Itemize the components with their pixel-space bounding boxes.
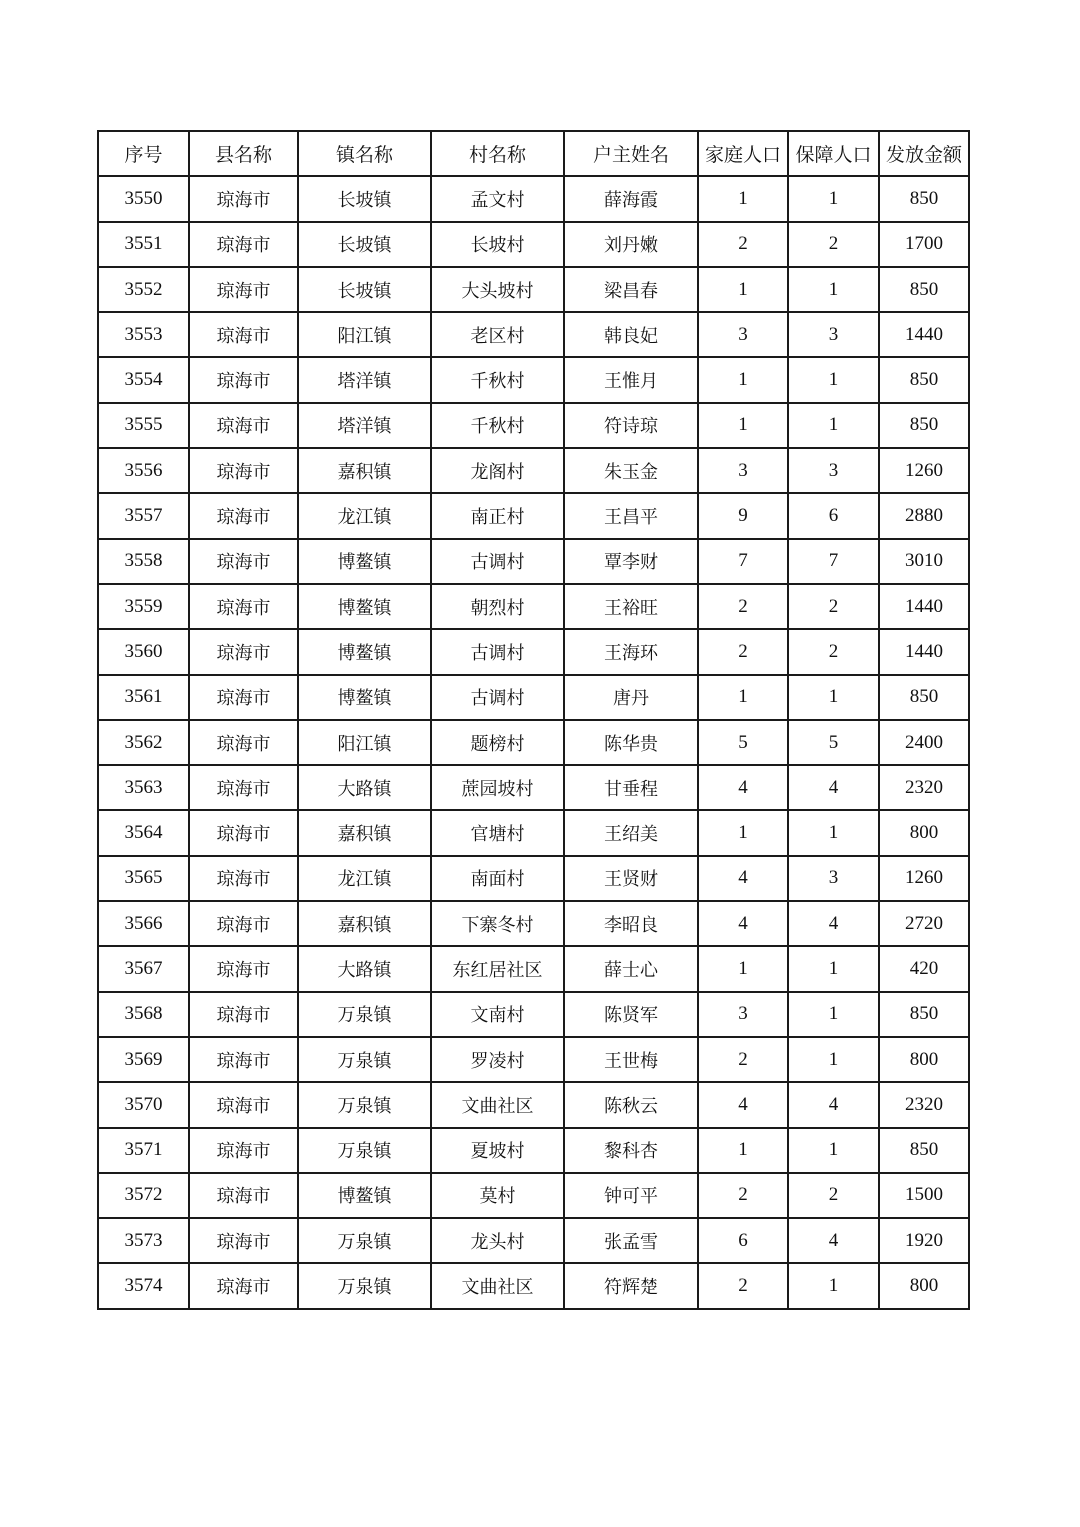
table-row <box>98 403 969 448</box>
cell-village-name: 题榜村 <box>431 720 564 765</box>
cell-household-size: 1 <box>698 810 788 855</box>
table-row <box>98 629 969 674</box>
cell-town-name: 龙江镇 <box>298 493 431 538</box>
cell-town-name: 阳江镇 <box>298 312 431 357</box>
cell-county-name: 琼海市 <box>189 1173 298 1218</box>
cell-covered-persons: 1 <box>788 992 879 1037</box>
cell-householder-name: 韩良妃 <box>564 312 698 357</box>
table-row <box>98 1263 969 1308</box>
cell-covered-persons: 1 <box>788 810 879 855</box>
cell-village-name: 东红居社区 <box>431 946 564 991</box>
cell-town-name: 万泉镇 <box>298 1128 431 1173</box>
cell-household-size: 4 <box>698 901 788 946</box>
cell-county-name: 琼海市 <box>189 1263 298 1308</box>
cell-serial-number: 3566 <box>98 901 189 946</box>
cell-serial-number: 3553 <box>98 312 189 357</box>
cell-household-size: 2 <box>698 584 788 629</box>
cell-payment-amount: 850 <box>879 403 969 448</box>
cell-town-name: 阳江镇 <box>298 720 431 765</box>
cell-town-name: 万泉镇 <box>298 1263 431 1308</box>
cell-town-name: 博鳌镇 <box>298 584 431 629</box>
table-row <box>98 176 969 221</box>
cell-householder-name: 王海环 <box>564 629 698 674</box>
cell-householder-name: 覃李财 <box>564 539 698 584</box>
cell-town-name: 博鳌镇 <box>298 675 431 720</box>
cell-serial-number: 3555 <box>98 403 189 448</box>
cell-household-size: 1 <box>698 267 788 312</box>
cell-county-name: 琼海市 <box>189 1037 298 1082</box>
cell-county-name: 琼海市 <box>189 992 298 1037</box>
cell-village-name: 朝烈村 <box>431 584 564 629</box>
cell-householder-name: 王绍美 <box>564 810 698 855</box>
cell-household-size: 7 <box>698 539 788 584</box>
cell-payment-amount: 2320 <box>879 765 969 810</box>
cell-serial-number: 3550 <box>98 176 189 221</box>
cell-household-size: 2 <box>698 629 788 674</box>
table-row <box>98 1218 969 1263</box>
cell-county-name: 琼海市 <box>189 856 298 901</box>
cell-village-name: 官塘村 <box>431 810 564 855</box>
cell-county-name: 琼海市 <box>189 901 298 946</box>
cell-householder-name: 符诗琼 <box>564 403 698 448</box>
cell-county-name: 琼海市 <box>189 176 298 221</box>
cell-covered-persons: 2 <box>788 584 879 629</box>
cell-village-name: 夏坡村 <box>431 1128 564 1173</box>
cell-household-size: 3 <box>698 992 788 1037</box>
cell-payment-amount: 2880 <box>879 493 969 538</box>
cell-householder-name: 陈华贵 <box>564 720 698 765</box>
table-row <box>98 901 969 946</box>
table-row <box>98 810 969 855</box>
cell-serial-number: 3571 <box>98 1128 189 1173</box>
table-header-row <box>98 131 969 176</box>
header-village-name: 村名称 <box>431 131 564 176</box>
cell-payment-amount: 850 <box>879 176 969 221</box>
cell-householder-name: 王裕旺 <box>564 584 698 629</box>
header-householder-name: 户主姓名 <box>564 131 698 176</box>
cell-town-name: 万泉镇 <box>298 992 431 1037</box>
cell-serial-number: 3572 <box>98 1173 189 1218</box>
cell-payment-amount: 2320 <box>879 1082 969 1127</box>
cell-household-size: 1 <box>698 946 788 991</box>
cell-village-name: 文曲社区 <box>431 1082 564 1127</box>
cell-town-name: 长坡镇 <box>298 176 431 221</box>
cell-county-name: 琼海市 <box>189 357 298 402</box>
cell-householder-name: 甘垂程 <box>564 765 698 810</box>
cell-town-name: 万泉镇 <box>298 1082 431 1127</box>
cell-village-name: 古调村 <box>431 539 564 584</box>
cell-covered-persons: 3 <box>788 312 879 357</box>
cell-serial-number: 3574 <box>98 1263 189 1308</box>
cell-household-size: 4 <box>698 856 788 901</box>
cell-county-name: 琼海市 <box>189 1082 298 1127</box>
cell-covered-persons: 4 <box>788 1218 879 1263</box>
table-row <box>98 856 969 901</box>
cell-village-name: 莫村 <box>431 1173 564 1218</box>
cell-village-name: 千秋村 <box>431 403 564 448</box>
cell-county-name: 琼海市 <box>189 810 298 855</box>
cell-payment-amount: 800 <box>879 1263 969 1308</box>
cell-town-name: 万泉镇 <box>298 1218 431 1263</box>
cell-serial-number: 3570 <box>98 1082 189 1127</box>
cell-householder-name: 符辉楚 <box>564 1263 698 1308</box>
cell-town-name: 博鳌镇 <box>298 539 431 584</box>
cell-village-name: 文南村 <box>431 992 564 1037</box>
cell-payment-amount: 1500 <box>879 1173 969 1218</box>
cell-householder-name: 薛海霞 <box>564 176 698 221</box>
cell-village-name: 龙阁村 <box>431 448 564 493</box>
cell-town-name: 塔洋镇 <box>298 357 431 402</box>
cell-household-size: 2 <box>698 1263 788 1308</box>
cell-county-name: 琼海市 <box>189 267 298 312</box>
table-row <box>98 720 969 765</box>
header-serial-number: 序号 <box>98 131 189 176</box>
cell-covered-persons: 1 <box>788 1037 879 1082</box>
cell-village-name: 古调村 <box>431 675 564 720</box>
cell-payment-amount: 2400 <box>879 720 969 765</box>
cell-town-name: 万泉镇 <box>298 1037 431 1082</box>
cell-household-size: 1 <box>698 1128 788 1173</box>
cell-covered-persons: 1 <box>788 675 879 720</box>
table-row <box>98 1037 969 1082</box>
table-row <box>98 448 969 493</box>
cell-payment-amount: 1440 <box>879 312 969 357</box>
cell-householder-name: 张孟雪 <box>564 1218 698 1263</box>
table-row <box>98 992 969 1037</box>
cell-covered-persons: 1 <box>788 1263 879 1308</box>
cell-village-name: 蔗园坡村 <box>431 765 564 810</box>
cell-county-name: 琼海市 <box>189 629 298 674</box>
cell-serial-number: 3561 <box>98 675 189 720</box>
cell-household-size: 4 <box>698 1082 788 1127</box>
cell-householder-name: 李昭良 <box>564 901 698 946</box>
cell-village-name: 大头坡村 <box>431 267 564 312</box>
cell-payment-amount: 850 <box>879 992 969 1037</box>
cell-household-size: 1 <box>698 357 788 402</box>
cell-county-name: 琼海市 <box>189 765 298 810</box>
cell-serial-number: 3551 <box>98 222 189 267</box>
cell-householder-name: 陈秋云 <box>564 1082 698 1127</box>
header-household-size: 家庭人口 <box>698 131 788 176</box>
cell-serial-number: 3562 <box>98 720 189 765</box>
table-row <box>98 1173 969 1218</box>
subsidy-table <box>97 130 970 1310</box>
cell-household-size: 5 <box>698 720 788 765</box>
cell-serial-number: 3564 <box>98 810 189 855</box>
cell-town-name: 博鳌镇 <box>298 1173 431 1218</box>
cell-town-name: 嘉积镇 <box>298 448 431 493</box>
cell-town-name: 嘉积镇 <box>298 810 431 855</box>
cell-payment-amount: 850 <box>879 675 969 720</box>
cell-serial-number: 3560 <box>98 629 189 674</box>
cell-covered-persons: 7 <box>788 539 879 584</box>
cell-serial-number: 3552 <box>98 267 189 312</box>
cell-county-name: 琼海市 <box>189 720 298 765</box>
cell-covered-persons: 1 <box>788 946 879 991</box>
cell-covered-persons: 4 <box>788 901 879 946</box>
table-row <box>98 675 969 720</box>
cell-town-name: 大路镇 <box>298 946 431 991</box>
cell-payment-amount: 1260 <box>879 448 969 493</box>
cell-serial-number: 3565 <box>98 856 189 901</box>
cell-household-size: 6 <box>698 1218 788 1263</box>
table-row <box>98 1082 969 1127</box>
cell-town-name: 博鳌镇 <box>298 629 431 674</box>
table-row <box>98 357 969 402</box>
cell-payment-amount: 850 <box>879 357 969 402</box>
cell-payment-amount: 800 <box>879 1037 969 1082</box>
cell-village-name: 罗凌村 <box>431 1037 564 1082</box>
table-row <box>98 584 969 629</box>
cell-payment-amount: 1920 <box>879 1218 969 1263</box>
cell-householder-name: 陈贤军 <box>564 992 698 1037</box>
cell-household-size: 1 <box>698 403 788 448</box>
cell-covered-persons: 5 <box>788 720 879 765</box>
header-county-name: 县名称 <box>189 131 298 176</box>
table-row <box>98 1128 969 1173</box>
table-row <box>98 946 969 991</box>
cell-town-name: 大路镇 <box>298 765 431 810</box>
cell-covered-persons: 1 <box>788 1128 879 1173</box>
cell-payment-amount: 850 <box>879 267 969 312</box>
table-row <box>98 267 969 312</box>
cell-serial-number: 3557 <box>98 493 189 538</box>
cell-covered-persons: 2 <box>788 629 879 674</box>
cell-payment-amount: 1440 <box>879 629 969 674</box>
cell-covered-persons: 4 <box>788 1082 879 1127</box>
cell-town-name: 塔洋镇 <box>298 403 431 448</box>
cell-householder-name: 朱玉金 <box>564 448 698 493</box>
cell-county-name: 琼海市 <box>189 403 298 448</box>
cell-county-name: 琼海市 <box>189 1218 298 1263</box>
cell-householder-name: 薛士心 <box>564 946 698 991</box>
cell-payment-amount: 420 <box>879 946 969 991</box>
cell-town-name: 嘉积镇 <box>298 901 431 946</box>
cell-payment-amount: 1440 <box>879 584 969 629</box>
cell-household-size: 1 <box>698 675 788 720</box>
table-row <box>98 312 969 357</box>
cell-county-name: 琼海市 <box>189 539 298 584</box>
cell-household-size: 1 <box>698 176 788 221</box>
cell-county-name: 琼海市 <box>189 946 298 991</box>
header-payment-amount: 发放金额 <box>879 131 969 176</box>
cell-village-name: 古调村 <box>431 629 564 674</box>
cell-county-name: 琼海市 <box>189 584 298 629</box>
cell-serial-number: 3556 <box>98 448 189 493</box>
cell-covered-persons: 3 <box>788 856 879 901</box>
header-town-name: 镇名称 <box>298 131 431 176</box>
cell-town-name: 长坡镇 <box>298 222 431 267</box>
cell-payment-amount: 1260 <box>879 856 969 901</box>
cell-covered-persons: 1 <box>788 403 879 448</box>
cell-household-size: 3 <box>698 448 788 493</box>
cell-payment-amount: 1700 <box>879 222 969 267</box>
cell-county-name: 琼海市 <box>189 493 298 538</box>
cell-payment-amount: 800 <box>879 810 969 855</box>
table-row <box>98 539 969 584</box>
header-covered-persons: 保障人口 <box>788 131 879 176</box>
cell-village-name: 千秋村 <box>431 357 564 402</box>
cell-village-name: 长坡村 <box>431 222 564 267</box>
cell-serial-number: 3567 <box>98 946 189 991</box>
cell-household-size: 2 <box>698 1173 788 1218</box>
cell-householder-name: 黎科杏 <box>564 1128 698 1173</box>
cell-household-size: 9 <box>698 493 788 538</box>
table-row <box>98 493 969 538</box>
cell-town-name: 长坡镇 <box>298 267 431 312</box>
cell-serial-number: 3563 <box>98 765 189 810</box>
cell-serial-number: 3573 <box>98 1218 189 1263</box>
cell-household-size: 2 <box>698 222 788 267</box>
cell-village-name: 文曲社区 <box>431 1263 564 1308</box>
cell-serial-number: 3569 <box>98 1037 189 1082</box>
cell-householder-name: 钟可平 <box>564 1173 698 1218</box>
cell-covered-persons: 2 <box>788 222 879 267</box>
cell-householder-name: 刘丹嫩 <box>564 222 698 267</box>
table-row <box>98 222 969 267</box>
cell-householder-name: 王惟月 <box>564 357 698 402</box>
cell-serial-number: 3558 <box>98 539 189 584</box>
cell-covered-persons: 4 <box>788 765 879 810</box>
cell-payment-amount: 3010 <box>879 539 969 584</box>
cell-county-name: 琼海市 <box>189 1128 298 1173</box>
cell-county-name: 琼海市 <box>189 448 298 493</box>
cell-covered-persons: 1 <box>788 357 879 402</box>
cell-village-name: 老区村 <box>431 312 564 357</box>
cell-covered-persons: 1 <box>788 267 879 312</box>
cell-householder-name: 王贤财 <box>564 856 698 901</box>
cell-householder-name: 王昌平 <box>564 493 698 538</box>
cell-county-name: 琼海市 <box>189 222 298 267</box>
cell-payment-amount: 2720 <box>879 901 969 946</box>
cell-covered-persons: 3 <box>788 448 879 493</box>
cell-household-size: 2 <box>698 1037 788 1082</box>
cell-serial-number: 3554 <box>98 357 189 402</box>
cell-village-name: 下寨冬村 <box>431 901 564 946</box>
cell-householder-name: 唐丹 <box>564 675 698 720</box>
cell-village-name: 南面村 <box>431 856 564 901</box>
table-row <box>98 765 969 810</box>
cell-village-name: 南正村 <box>431 493 564 538</box>
cell-covered-persons: 2 <box>788 1173 879 1218</box>
cell-serial-number: 3559 <box>98 584 189 629</box>
cell-county-name: 琼海市 <box>189 312 298 357</box>
cell-covered-persons: 6 <box>788 493 879 538</box>
cell-village-name: 孟文村 <box>431 176 564 221</box>
cell-town-name: 龙江镇 <box>298 856 431 901</box>
cell-serial-number: 3568 <box>98 992 189 1037</box>
cell-householder-name: 梁昌春 <box>564 267 698 312</box>
cell-county-name: 琼海市 <box>189 675 298 720</box>
cell-household-size: 4 <box>698 765 788 810</box>
cell-village-name: 龙头村 <box>431 1218 564 1263</box>
cell-covered-persons: 1 <box>788 176 879 221</box>
cell-household-size: 3 <box>698 312 788 357</box>
cell-householder-name: 王世梅 <box>564 1037 698 1082</box>
cell-payment-amount: 850 <box>879 1128 969 1173</box>
